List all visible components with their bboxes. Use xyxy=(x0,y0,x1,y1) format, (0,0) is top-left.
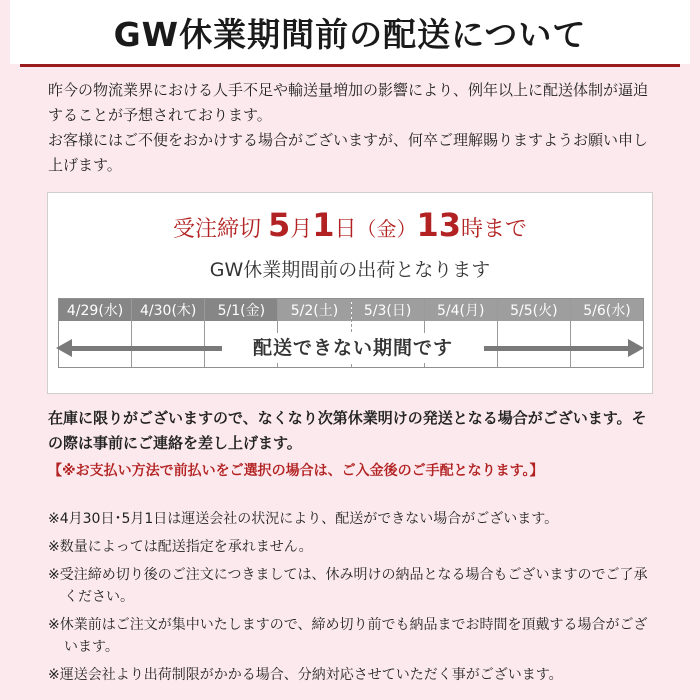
calendar-day-label: 5/2(土) xyxy=(278,299,350,321)
stock-notice xyxy=(48,406,660,456)
deadline-day-unit: 日 xyxy=(334,217,357,242)
no-delivery-label: 配送できない期間です xyxy=(222,333,484,363)
deadline-panel xyxy=(47,192,653,394)
intro-paragraph-1: 昨今の物流業界における人手不足や輸送量増加の影響により、例年以上に配送体制が逼迫することが予想されております。 xyxy=(48,81,649,124)
title-underline xyxy=(20,64,680,67)
title-banner xyxy=(10,0,690,64)
note-item: ※受注締め切り後のご注文につきましては、休み明けの納品となる場合もございますのでご了承ください。 xyxy=(48,567,648,605)
notes-list xyxy=(48,508,660,692)
deadline-suffix: 時まで xyxy=(461,217,528,242)
arrow-left-icon xyxy=(56,339,72,357)
shipping-subline: GW休業期間前の出荷となります xyxy=(209,259,491,281)
intro-text xyxy=(48,78,660,178)
calendar-day-label: 4/29(水) xyxy=(59,299,131,321)
page-title: GW休業期間前の配送について xyxy=(113,14,587,54)
note-item: ※休業前はご注文が集中いたしますので、締め切り前でも納品までお時間を頂戴する場合がございます。 xyxy=(48,617,648,655)
calendar-day-label: 5/4(月) xyxy=(425,299,497,321)
calendar-day-label: 5/1(金) xyxy=(205,299,277,321)
deadline-weekday: （金） xyxy=(356,217,417,241)
note-item: ※4月30日･5月1日は運送会社の状況により、配送ができない場合がございます。 xyxy=(48,511,559,527)
calendar-day-label: 5/3(日) xyxy=(352,299,424,321)
stock-notice-text: 在庫に限りがございますので、なくなり次第休業明けの発送となる場合がございます。その際は事前にご連絡を差し上げます。 xyxy=(48,409,647,452)
calendar-day-label: 5/6(水) xyxy=(571,299,643,321)
calendar-day xyxy=(497,299,570,367)
deadline-day: 1 xyxy=(312,206,335,244)
note-item: ※数量によっては配送指定を承れません。 xyxy=(48,539,313,555)
prepayment-notice: 【※お支払い方法で前払いをご選択の場合は、ご入金後のご手配となります。】 xyxy=(48,463,544,479)
order-deadline xyxy=(48,205,652,250)
intro-paragraph-2: お客様にはご不便をおかけする場合がございますが、何卒ご理解賜りますようお願い申し上げます。 xyxy=(48,131,649,174)
calendar-day xyxy=(131,299,204,367)
deadline-hour: 13 xyxy=(416,206,462,244)
calendar-day-label: 4/30(木) xyxy=(132,299,204,321)
note-item: ※運送会社より出荷制限がかかる場合、分納対応させていただく事がございます。 xyxy=(48,667,563,683)
calendar-day-label: 5/5(火) xyxy=(498,299,570,321)
arrow-right-icon xyxy=(628,339,644,357)
deadline-month: 5 xyxy=(267,206,291,244)
deadline-prefix: 受注締切 xyxy=(172,217,261,242)
deadline-month-unit: 月 xyxy=(290,217,313,242)
